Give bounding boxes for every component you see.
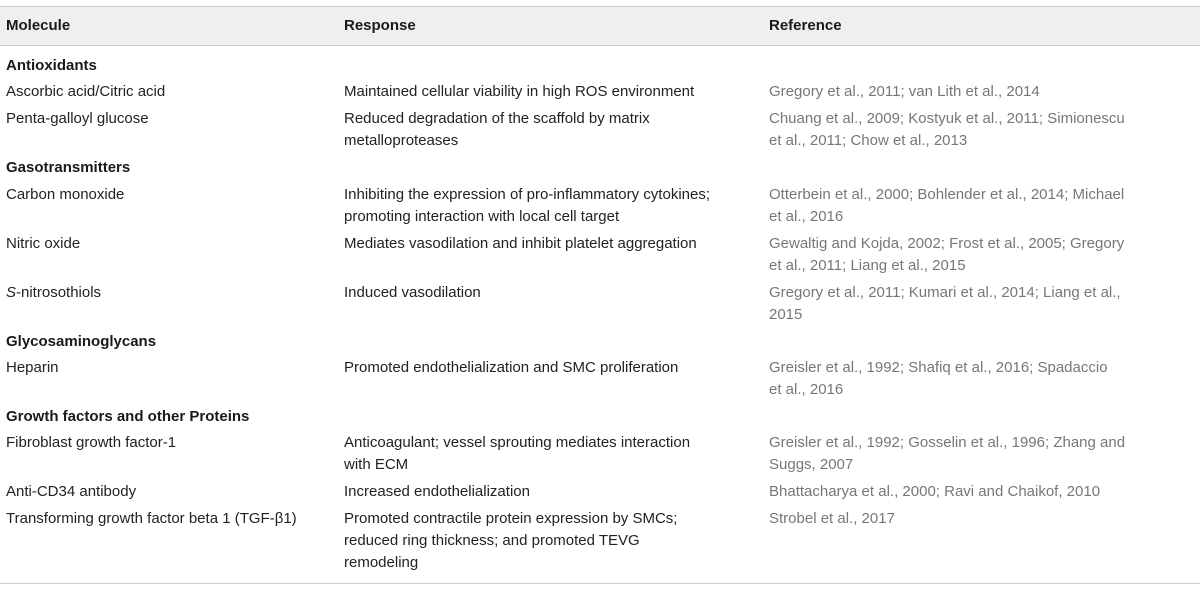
cell-reference: Chuang et al., 2009; Kostyuk et al., 2011; Simionescu	[769, 110, 1125, 127]
cell-response: Reduced degradation of the scaffold by matrix	[344, 110, 650, 127]
cell-molecule: Nitric oxide	[6, 235, 81, 252]
cell-reference: Gregory et al., 2011; van Lith et al., 2014	[769, 83, 1040, 100]
cell-molecule: Transforming growth factor beta 1 (TGF-β1)	[6, 510, 297, 527]
cell-response: remodeling	[344, 554, 419, 571]
cell-reference: et al., 2011; Chow et al., 2013	[769, 132, 968, 149]
cell-molecule: Anti-CD34 antibody	[6, 483, 137, 500]
section-title: Growth factors and other Proteins	[6, 408, 250, 425]
cell-reference: Otterbein et al., 2000; Bohlender et al., 2014; Michael	[769, 186, 1125, 203]
cell-reference: Gregory et al., 2011; Kumari et al., 2014; Liang et al.,	[769, 284, 1121, 301]
cell-reference: Bhattacharya et al., 2000; Ravi and Chaikof, 2010	[769, 483, 1101, 500]
molecule-italic-prefix: S	[6, 284, 17, 301]
cell-molecule	[6, 282, 101, 304]
cell-reference: Gewaltig and Kojda, 2002; Frost et al., 2005; Gregory	[769, 235, 1125, 252]
section-title: Gasotransmitters	[6, 159, 131, 176]
cell-response: Increased endothelialization	[344, 483, 530, 500]
cell-reference: Greisler et al., 1992; Shafiq et al., 2016; Spadaccio	[769, 359, 1108, 376]
cell-response: reduced ring thickness; and promoted TEVG	[344, 532, 640, 549]
header-molecule: Molecule	[6, 17, 71, 34]
molecule-name: -nitrosothiols	[16, 284, 102, 301]
cell-response: metalloproteases	[344, 132, 459, 149]
cell-response: Induced vasodilation	[344, 284, 481, 301]
cell-reference: et al., 2011; Liang et al., 2015	[769, 257, 966, 274]
cell-molecule: Ascorbic acid/Citric acid	[6, 83, 166, 100]
cell-response: Promoted endothelialization and SMC proliferation	[344, 359, 679, 376]
cell-molecule: Fibroblast growth factor-1	[6, 434, 177, 451]
cell-response: Inhibiting the expression of pro-inflammatory cytokines;	[344, 186, 711, 203]
cell-response: Mediates vasodilation and inhibit platelet aggregation	[344, 235, 697, 252]
cell-reference: et al., 2016	[769, 381, 844, 398]
table-bottom-rule	[0, 583, 1200, 584]
cell-reference: et al., 2016	[769, 208, 844, 225]
section-title: Antioxidants	[6, 57, 97, 74]
cell-reference: Suggs, 2007	[769, 456, 854, 473]
header-response: Response	[344, 17, 416, 34]
cell-response: promoting interaction with local cell target	[344, 208, 620, 225]
cell-reference: Greisler et al., 1992; Gosselin et al., 1996; Zhang and	[769, 434, 1126, 451]
cell-molecule: Heparin	[6, 359, 59, 376]
cell-molecule: Carbon monoxide	[6, 186, 125, 203]
header-reference: Reference	[769, 17, 842, 34]
cell-response: Maintained cellular viability in high ROS environment	[344, 83, 695, 100]
cell-reference: Strobel et al., 2017	[769, 510, 895, 527]
table-header-band	[0, 6, 1200, 46]
cell-molecule: Penta-galloyl glucose	[6, 110, 149, 127]
section-title: Glycosaminoglycans	[6, 333, 157, 350]
cell-response: with ECM	[344, 456, 409, 473]
cell-reference: 2015	[769, 306, 803, 323]
cell-response: Anticoagulant; vessel sprouting mediates interaction	[344, 434, 691, 451]
cell-response: Promoted contractile protein expression by SMCs;	[344, 510, 678, 527]
